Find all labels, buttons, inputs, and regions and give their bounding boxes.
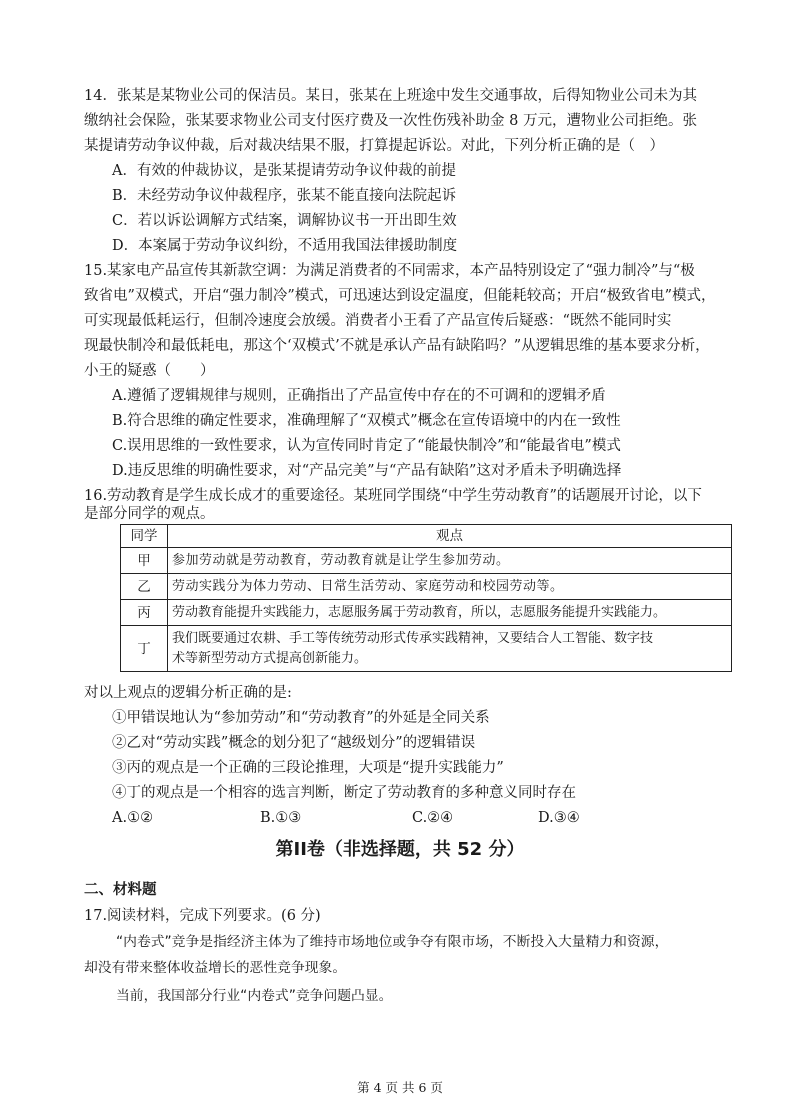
q16-choice-c: C.②④ xyxy=(412,810,454,826)
q15-option-c: C.误用思维的一致性要求，认为宣传同时肯定了“能最快制冷”和“能最省电”模式 xyxy=(112,438,621,454)
section-heading: 二、材料题 xyxy=(84,882,157,898)
table-cell-student: 丁 xyxy=(121,626,168,672)
q16-statement-2: ②乙对“劳动实践”概念的划分犯了“越级划分”的逻辑错误 xyxy=(112,735,476,751)
q15-stem-line-4: 现最快制冷和最低耗电，那这个‘双模式’不就是承认产品有缺陷吗？”从逻辑思维的基本要求分析， xyxy=(84,338,710,354)
q15-option-d: D.违反思维的明确性要求，对“产品完美”与“产品有缺陷”这对矛盾未予明确选择 xyxy=(112,463,622,479)
q16-stem-line-1: 16.劳动教育是学生成长成才的重要途径。某班同学围绕“中学生劳动教育”的话题展开讨论，以下 xyxy=(84,488,702,504)
table-cell-view: 劳动实践分为体力劳动、日常生活劳动、家庭劳动和校园劳动等。 xyxy=(168,574,732,600)
q14-option-c: C．若以诉讼调解方式结案，调解协议书一开出即生效 xyxy=(112,213,457,229)
part2-title: 第II卷（非选择题，共 52 分） xyxy=(275,839,525,860)
opinions-table xyxy=(120,524,732,672)
q16-choice-b: B.①③ xyxy=(260,810,302,826)
q15-option-a: A.遵循了逻辑规律与规则，正确指出了产品宣传中存在的不可调和的逻辑矛盾 xyxy=(112,388,606,404)
q15-stem-line-1: 15.某家电产品宣传其新款空调：为满足消费者的不同需求，本产品特别设定了“强力制冷”与“极 xyxy=(84,263,695,279)
q15-stem-line-2: 致省电”双模式，开启“强力制冷”模式，可迅速达到设定温度，但能耗较高；开启“极致省电”模式， xyxy=(84,288,716,304)
q16-choice-d: D.③④ xyxy=(538,810,580,826)
page-footer: 第 4 页 共 6 页 xyxy=(357,1080,443,1095)
table-header-row xyxy=(121,525,732,548)
table-cell-student: 乙 xyxy=(121,574,168,600)
q17-material-line-2: 却没有带来整体收益增长的恶性竞争现象。 xyxy=(84,960,347,976)
table-header-view: 观点 xyxy=(168,525,732,548)
q17-stem: 17.阅读材料，完成下列要求。(6 分) xyxy=(84,908,321,924)
table-cell-view xyxy=(168,626,732,672)
q14-option-a: A．有效的仲裁协议，是张某提请劳动争议仲裁的前提 xyxy=(112,163,456,179)
q16-stem-line-2: 是部分同学的观点。 xyxy=(84,506,215,522)
q14-option-b: B．未经劳动争议仲裁程序，张某不能直接向法院起诉 xyxy=(112,188,457,204)
table-cell-student: 丙 xyxy=(121,600,168,626)
q14-option-d: D．本案属于劳动争议纠纷，不适用我国法律援助制度 xyxy=(112,238,458,254)
q15-option-b: B.符合思维的确定性要求，准确理解了“双模式”概念在宣传语境中的内在一致性 xyxy=(112,413,621,429)
table-row xyxy=(121,600,732,626)
q14-stem-line-3: 某提请劳动争议仲裁，后对裁决结果不服，打算提起诉讼。对此，下列分析正确的是（ ） xyxy=(84,138,664,154)
q14-stem-line-1: 14．张某是某物业公司的保洁员。某日，张某在上班途中发生交通事故，后得知物业公司未为其 xyxy=(84,88,697,104)
table-row xyxy=(121,626,732,672)
q16-statement-4: ④丁的观点是一个相容的选言判断，断定了劳动教育的多种意义同时存在 xyxy=(112,785,576,801)
q16-prompt: 对以上观点的逻辑分析正确的是: xyxy=(84,685,292,701)
table-cell-view-line-1: 我们既要通过农耕、手工等传统劳动形式传承实践精神，又要结合人工智能、数字技 xyxy=(172,630,654,646)
table-header-student: 同学 xyxy=(121,525,168,548)
q15-stem-line-5: 小王的疑惑（ ） xyxy=(84,363,215,379)
q15-stem-line-3: 可实现最低耗运行，但制冷速度会放缓。消费者小王看了产品宣传后疑惑：“既然不能同时实 xyxy=(84,313,672,329)
q17-material-line-3: 当前，我国部分行业“内卷式”竞争问题凸显。 xyxy=(116,988,393,1004)
q14-stem-line-2: 缴纳社会保险，张某要求物业公司支付医疗费及一次性伤残补助金 8 万元，遭物业公司拒绝。张 xyxy=(84,113,697,129)
table-row xyxy=(121,574,732,600)
q17-material-line-1: “内卷式”竞争是指经济主体为了维持市场地位或争夺有限市场，不断投入大量精力和资源， xyxy=(116,934,669,950)
q16-statement-3: ③丙的观点是一个正确的三段论推理，大项是“提升实践能力” xyxy=(112,760,504,776)
table-row xyxy=(121,548,732,574)
table-cell-student: 甲 xyxy=(121,548,168,574)
q16-statement-1: ①甲错误地认为“参加劳动”和“劳动教育”的外延是全同关系 xyxy=(112,710,490,726)
table-cell-view: 劳动教育能提升实践能力，志愿服务属于劳动教育，所以，志愿服务能提升实践能力。 xyxy=(168,600,732,626)
q16-choice-a: A.①② xyxy=(112,810,154,826)
table-cell-view-line-2: 术等新型劳动方式提高创新能力。 xyxy=(172,650,368,666)
table-cell-view: 参加劳动就是劳动教育，劳动教育就是让学生参加劳动。 xyxy=(168,548,732,574)
